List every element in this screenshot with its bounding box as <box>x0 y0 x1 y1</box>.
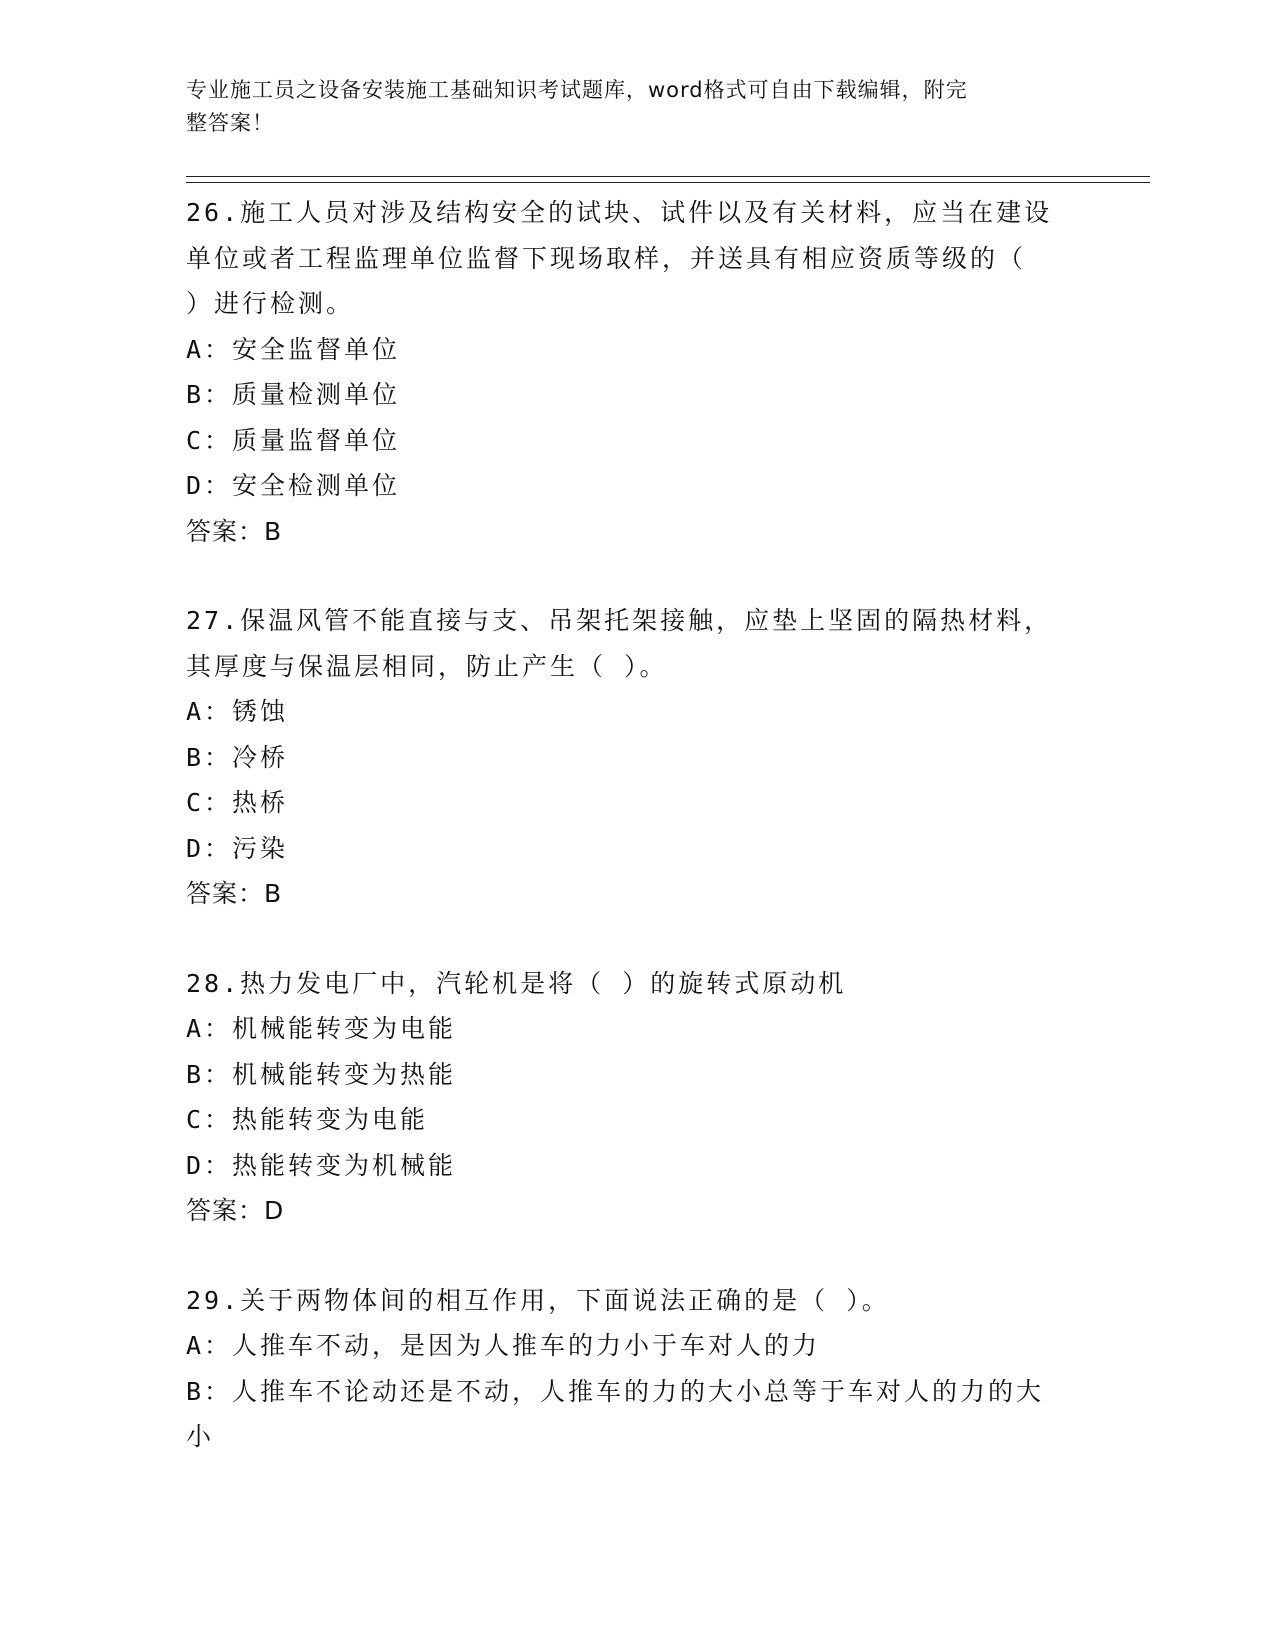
question-text: ）进行检测。 <box>186 289 355 318</box>
header-line-1: 专业施工员之设备安装施工基础知识考试题库，word格式可自由下载编辑，附完 <box>186 78 968 102</box>
answer-option: A：锈蚀 <box>186 697 289 726</box>
answer-option: A：人推车不动，是因为人推车的力小于车对人的力 <box>186 1331 821 1360</box>
answer-key: 答案：B <box>186 879 283 908</box>
answer-option: B：冷桥 <box>186 742 289 772</box>
answer-key: 答案：B <box>186 516 283 546</box>
answer-key: 答案：D <box>186 1196 285 1225</box>
answer-option: C：热能转变为电能 <box>186 1105 429 1134</box>
answer-option: D：热能转变为机械能 <box>186 1150 457 1180</box>
answer-option: A：机械能转变为电能 <box>186 1014 457 1043</box>
answer-option: C：质量监督单位 <box>186 425 401 455</box>
answer-option: B：机械能转变为热能 <box>186 1059 457 1089</box>
question-block <box>186 190 1086 554</box>
question-spacer <box>186 554 1086 598</box>
question-text: 29.关于两物体间的相互作用，下面说法正确的是（ ）。 <box>186 1285 890 1315</box>
answer-option: A：安全监督单位 <box>186 334 401 364</box>
answer-option: D：安全检测单位 <box>186 471 401 500</box>
answer-option: D：污染 <box>186 833 289 863</box>
question-spacer <box>186 917 1086 961</box>
answer-option: B：人推车不论动还是不动，人推车的力的大小总等于车对人的力的大 <box>186 1376 1045 1406</box>
question-block <box>186 961 1086 1234</box>
question-text: 其厚度与保温层相同，防止产生（ ）。 <box>186 651 668 681</box>
question-block <box>186 598 1086 917</box>
header-divider-bottom <box>186 182 1150 183</box>
question-block <box>186 1278 1086 1460</box>
question-text: 28.热力发电厂中，汽轮机是将（ ）的旋转式原动机 <box>186 968 847 998</box>
answer-option: 小 <box>186 1422 215 1451</box>
question-text: 单位或者工程监理单位监督下现场取样，并送具有相应资质等级的（ <box>186 243 1027 273</box>
header-line-2: 整答案！ <box>186 111 274 135</box>
document-header <box>186 74 1066 140</box>
question-text: 27.保温风管不能直接与支、吊架托架接触，应垫上坚固的隔热材料， <box>186 606 1053 635</box>
question-spacer <box>186 1234 1086 1278</box>
question-text: 26.施工人员对涉及结构安全的试块、试件以及有关材料，应当在建设 <box>186 198 1053 227</box>
question-list <box>186 190 1086 1460</box>
answer-option: B：质量检测单位 <box>186 380 401 409</box>
answer-option: C：热桥 <box>186 788 289 817</box>
header-divider-top <box>186 176 1150 177</box>
